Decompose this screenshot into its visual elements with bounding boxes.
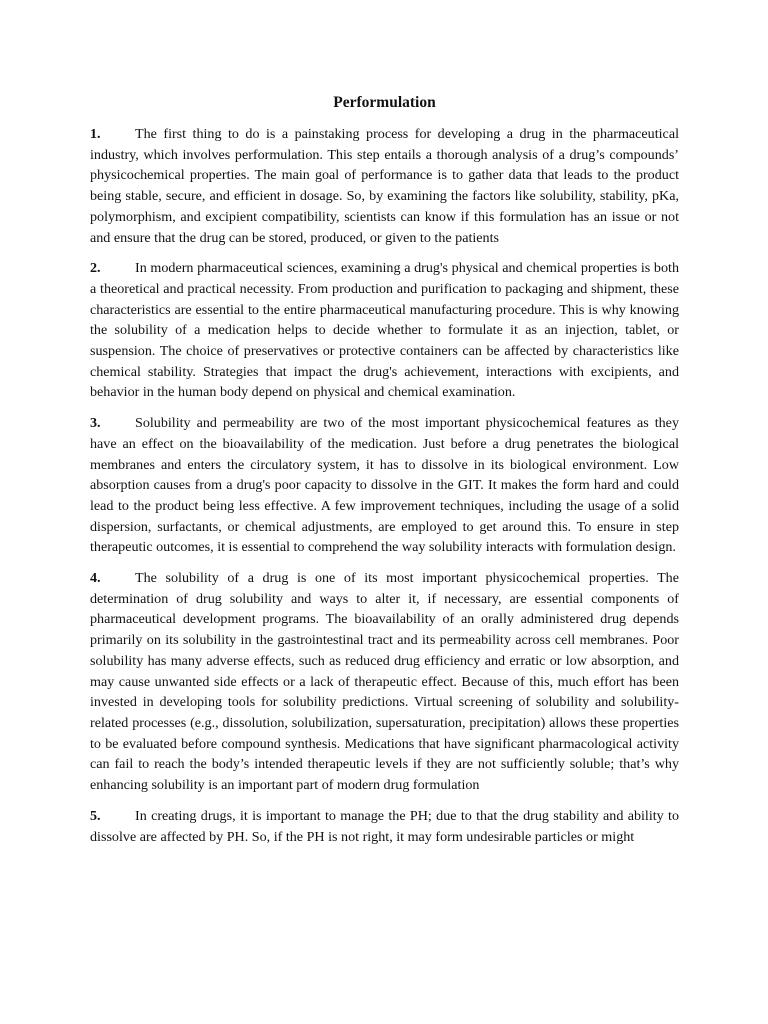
document-page [90, 90, 679, 857]
paragraph-3 [90, 413, 679, 558]
paragraph-number: 5. [90, 807, 101, 824]
page-title: Performulation [333, 94, 436, 111]
paragraph-text: In modern pharmaceutical sciences, examining a drug's physical and chemical properties is both a theoretical and practical necessity. From production and purification to packaging and shipment, these characteristics are essential to the entire pharmaceutical manufacturing procedure. This is why knowing the solubility of a medication helps to decide whether to formulate it as an injection, tablet, or suspension. The choice of preservatives or protective containers can be affected by characteristics like chemical stability. Strategies that impact the drug's achievement, interactions with excipients, and behavior in the human body depend on physical and chemical examination. [90, 260, 679, 401]
paragraph-1 [90, 124, 679, 248]
paragraph-text: The first thing to do is a painstaking process for developing a drug in the pharmaceutical industry, which involves performulation. This step entails a thorough analysis of a drug’s compounds’ physicochemical properties. The main goal of performance is to gather data that leads to the product being stable, secure, and efficient in dosage. So, by examining the factors like solubility, stability, pKa, polymorphism, and excipient compatibility, scientists can know if this formulation has an issue or not and ensure that the drug can be stored, produced, or given to the patients [90, 126, 679, 246]
paragraph-text: The solubility of a drug is one of its most important physicochemical properties. The determination of drug solubility and ways to alter it, if necessary, are essential components of pharmaceutical development programs. The bioavailability of an orally administered drug depends primarily on its solubility in the gastrointestinal tract and its permeability across cell membranes. Poor solubility has many adverse effects, such as reduced drug efficiency and erratic or low absorption, and may cause unwanted side effects or a lack of therapeutic effect. Because of this, much effort has been invested in developing tools for solubility predictions. Virtual screening of solubility and solubility-related processes (e.g., dissolution, solubilization, supersaturation, precipitation) allows these properties to be evaluated before compound synthesis. Medications that have significant pharmacological activity can fail to reach the body’s intended therapeutic levels if they are not sufficiently soluble; that’s why enhancing solubility is an important part of modern drug formulation [90, 570, 679, 794]
paragraph-4 [90, 568, 679, 796]
paragraph-number: 1. [90, 126, 101, 142]
paragraph-5 [90, 806, 679, 847]
paragraph-text: In creating drugs, it is important to manage the PH; due to that the drug stability and ability to dissolve are affected by PH. So, if the PH is not right, it may form undesirable particles or might [90, 807, 679, 845]
paragraph-number: 3. [90, 415, 101, 432]
paragraph-2 [90, 258, 679, 403]
paragraph-text: Solubility and permeability are two of the most important physicochemical features as they have an effect on the bioavailability of the medication. Just before a drug penetrates the biological membranes and enters the circulatory system, it has to dissolve in its biological environment. Low absorption causes from a drug's poor capacity to dissolve in the GIT. It makes the form hard and could lead to the product being less effective. A few improvement techniques, including the usage of a solid dispersion, surfactants, or chemical adjustments, are employed to get around this. To ensure in step therapeutic outcomes, it is essential to comprehend the way solubility interacts with formulation design. [90, 415, 679, 556]
paragraph-number: 4. [90, 570, 101, 587]
paragraph-number: 2. [90, 260, 101, 277]
